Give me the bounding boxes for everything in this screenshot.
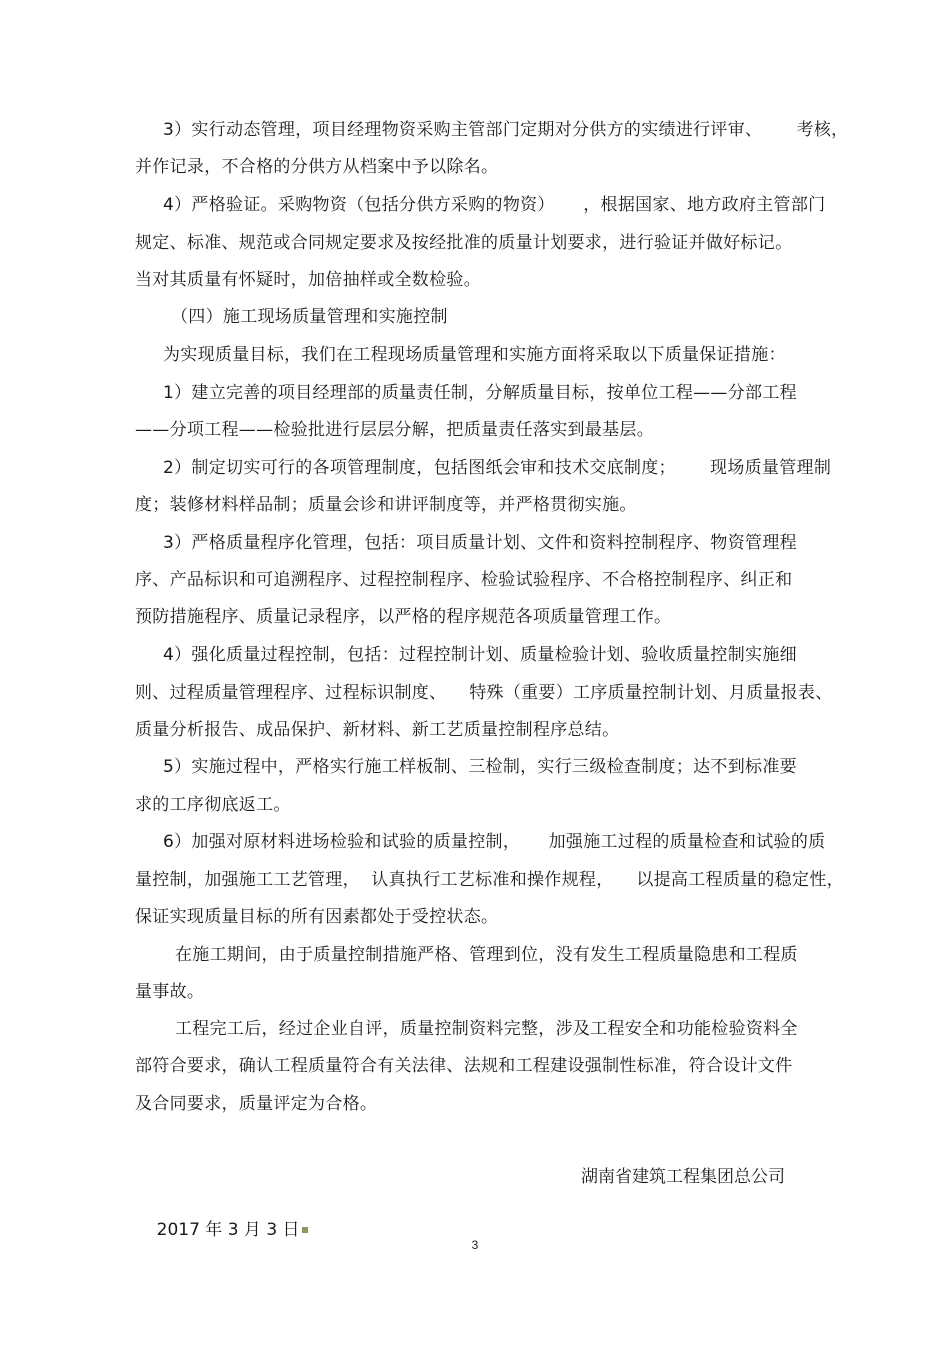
paragraph-line: 规定、标准、规范或合同规定要求及按经批准的质量计划要求，进行验证并做好标记。 [135,233,793,253]
signature-date-row [135,1197,308,1263]
paragraph-line: 在施工期间，由于质量控制措施严格、管理到位，没有发生工程质量隐患和工程质 [175,945,798,965]
paragraph-line: 度；装修材料样品制；质量会诊和讲评制度等，并严格贯彻实施。 [135,495,637,515]
section-heading: （四）施工现场质量管理和实施控制 [171,307,448,327]
paragraph-line: 5）实施过程中，严格实行施工样板制、三检制，实行三级检查制度；达不到标准要 [163,757,797,777]
paragraph-line: 2）制定切实可行的各项管理制度，包括图纸会审和技术交底制度； 现场质量管理制 [163,458,832,478]
paragraph-line: 4）严格验证。采购物资（包括分供方采购的物资） ，根据国家、地方政府主管部门 [163,195,826,215]
paragraph-line: 6）加强对原材料进场检验和试验的质量控制， 加强施工过程的质量检查和试验的质 [163,832,826,852]
paragraph-line: 3）实行动态管理，项目经理物资采购主管部门定期对分供方的实绩进行评审、 考核， [163,120,849,140]
paragraph-line: 1）建立完善的项目经理部的质量责任制，分解质量目标，按单位工程——分部工程 [163,383,797,403]
paragraph-line: 则、过程质量管理程序、过程标识制度、 特殊（重要）工序质量控制计划、月质量报表、 [135,683,833,703]
paragraph-line: 量事故。 [135,982,205,1002]
paragraph-line: 3）严格质量程序化管理，包括：项目质量计划、文件和资料控制程序、物资管理程 [163,533,797,553]
paragraph-line: 求的工序彻底返工。 [135,795,291,815]
paragraph-line: 4）强化质量过程控制，包括：过程控制计划、质量检验计划、验收质量控制实施细 [163,645,797,665]
signature-date: 2017 年 3 月 3 日 [156,1220,300,1240]
paragraph-line: 序、产品标识和可追溯程序、过程控制程序、检验试验程序、不合格控制程序、纠正和 [135,570,793,590]
paragraph-line: 保证实现质量目标的所有因素都处于受控状态。 [135,907,499,927]
paragraph-line: 为实现质量目标，我们在工程现场质量管理和实施方面将采取以下质量保证措施： [163,345,786,365]
page-number: 3 [471,1238,479,1252]
paragraph-line: 部符合要求，确认工程质量符合有关法律、法规和工程建设强制性标准，符合设计文件 [135,1056,793,1076]
paragraph-line: ——分项工程——检验批进行层层分解，把质量责任落实到最基层。 [135,420,654,440]
paragraph-line: 工程完工后，经过企业自评，质量控制资料完整，涉及工程安全和功能检验资料全 [175,1019,798,1039]
company-signature: 湖南省建筑工程集团总公司 [581,1167,785,1187]
paragraph-line: 质量分析报告、成品保护、新材料、新工艺质量控制程序总结。 [135,720,620,740]
paragraph-line: 并作记录，不合格的分供方从档案中予以除名。 [135,157,499,177]
paragraph-line: 及合同要求，质量评定为合格。 [135,1094,378,1114]
paragraph-line: 当对其质量有怀疑时，加倍抽样或全数检验。 [135,270,481,290]
paragraph-line: 预防措施程序、质量记录程序，以严格的程序规范各项质量管理工作。 [135,607,672,627]
paragraph-line: 量控制，加强施工工艺管理， 认真执行工艺标准和操作规程， 以提高工程质量的稳定性， [135,870,844,890]
square-mark-icon [302,1227,308,1233]
